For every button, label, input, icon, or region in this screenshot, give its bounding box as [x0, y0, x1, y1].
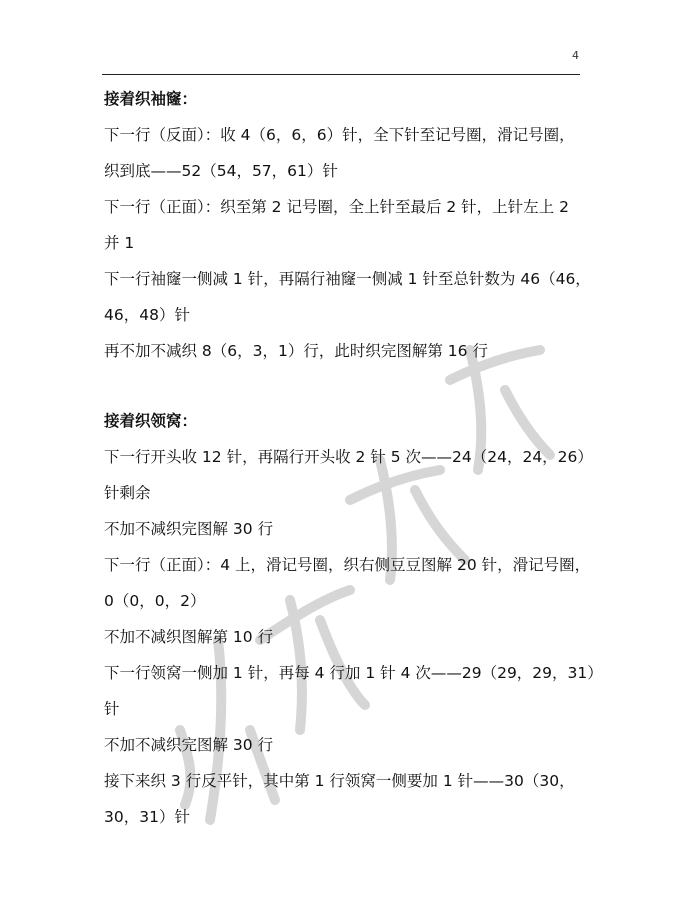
text-line: 针 — [104, 700, 120, 718]
text-line: 不加不减织完图解 30 行 — [104, 520, 274, 538]
text-line: 织到底——52（54，57，61）针 — [104, 162, 338, 180]
text-line: 下一行开头收 12 针，再隔行开头收 2 针 5 次——24（24，24，26） — [104, 448, 593, 466]
section-heading-neckline: 接着织领窝： — [104, 412, 198, 430]
text-line: 再不加不减织 8（6，3，1）行，此时织完图解第 16 行 — [104, 342, 488, 360]
text-line: 46，48）针 — [104, 306, 190, 324]
text-line: 不加不减织图解第 10 行 — [104, 628, 274, 646]
text-line: 0（0，0，2） — [104, 592, 206, 610]
page-number: 4 — [572, 49, 579, 62]
text-line: 针剩余 — [104, 484, 151, 502]
text-line: 下一行领窝一侧加 1 针，再每 4 行加 1 针 4 次——29（29，29，31） — [104, 664, 603, 682]
text-line: 下一行袖窿一侧减 1 针，再隔行袖窿一侧减 1 针至总针数为 46（46， — [104, 270, 591, 288]
header-rule — [102, 74, 580, 75]
text-line: 下一行（正面）：织至第 2 记号圈，全上针至最后 2 针，上针左上 2 — [104, 198, 569, 216]
section-heading-armhole: 接着织袖窿： — [104, 90, 198, 108]
text-line: 下一行（正面）：4 上，滑记号圈，织右侧豆豆图解 20 针，滑记号圈， — [104, 556, 591, 574]
text-line: 下一行（反面）：收 4（6，6，6）针，全下针至记号圈，滑记号圈， — [104, 126, 575, 144]
text-line: 接下来织 3 行反平针，其中第 1 行领窝一侧要加 1 针——30（30， — [104, 772, 575, 790]
text-line: 30，31）针 — [104, 808, 190, 826]
text-line: 不加不减织完图解 30 行 — [104, 736, 274, 754]
text-line: 并 1 — [104, 234, 135, 252]
